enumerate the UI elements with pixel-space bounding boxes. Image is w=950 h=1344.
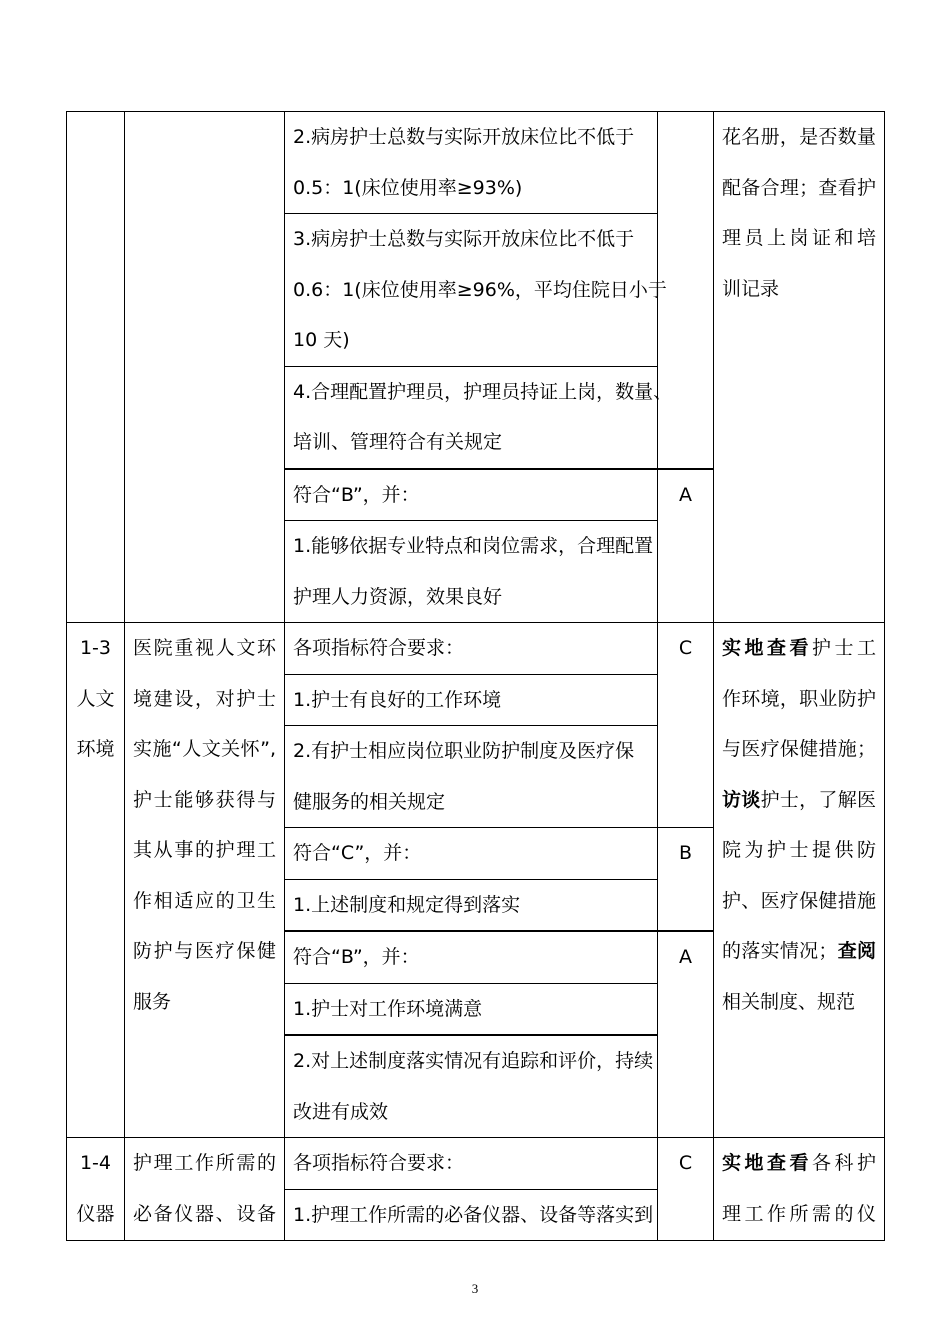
grade-c: C xyxy=(658,623,714,828)
item-code-1-3: 1-3 人文 环境 xyxy=(67,623,125,1138)
grade-c: C xyxy=(658,1138,714,1241)
requirement-item: 1.护理工作所需的必备仪器、设备等落实到 xyxy=(285,1189,658,1241)
requirement-header: 符合“B”，并： xyxy=(285,931,658,983)
standards-table xyxy=(66,111,885,1241)
requirement-item: 2.有护士相应岗位职业防护制度及医疗保 健服务的相关规定 xyxy=(285,726,658,828)
requirement-item: 1.护士有良好的工作环境 xyxy=(285,674,658,726)
requirement-header: 符合“B”，并： xyxy=(285,469,658,521)
requirement-header: 符合“C”，并： xyxy=(285,828,658,880)
continued-description-cell xyxy=(125,112,285,623)
requirement-header: 各项指标符合要求： xyxy=(285,1138,658,1190)
item-description-1-4: 护理工作所需的 必备仪器、设备 xyxy=(125,1138,285,1241)
requirement-item: 2.病房护士总数与实际开放床位比不低于 0.5：1(床位使用率≥93%) xyxy=(285,112,658,214)
requirement-item: 1.能够依据专业特点和岗位需求，合理配置 护理人力资源，效果良好 xyxy=(285,521,658,623)
item-description-1-3: 医院重视人文环 境建设，对护士 实施“人文关怀”, 护士能够获得与 其从事的护理工 作相适应的卫生 防护与医疗保健 服务 xyxy=(125,623,285,1138)
grade-a: A xyxy=(658,469,714,623)
item-code-1-4: 1-4 仪器 xyxy=(67,1138,125,1241)
grade-b: B xyxy=(658,828,714,932)
requirement-item: 2.对上述制度落实情况有追踪和评价，持续 改进有成效 xyxy=(285,1035,658,1138)
grade-a: A xyxy=(658,931,714,1138)
requirement-item: 1.上述制度和规定得到落实 xyxy=(285,879,658,931)
assessment-method-1-3: 实地查看护士工 作环境，职业防护 与医疗保健措施； 访谈护士，了解医 院为护士提供防 护、医疗保健措施 的落实情况；查阅 相关制度、规范 xyxy=(714,623,885,1138)
requirement-item: 1.护士对工作环境满意 xyxy=(285,983,658,1035)
assessment-method-1-4: 实地查看各科护 理工作所需的仪 xyxy=(714,1138,885,1241)
requirement-item: 4.合理配置护理员，护理员持证上岗，数量、 培训、管理符合有关规定 xyxy=(285,366,658,469)
page-number: 3 xyxy=(471,1281,479,1296)
assessment-method: 花名册，是否数量 配备合理；查看护 理员上岗证和培 训记录 xyxy=(714,112,885,623)
requirement-item: 3.病房护士总数与实际开放床位比不低于 0.6：1(床位使用率≥96%，平均住院日小于 10 天) xyxy=(285,214,658,367)
continued-code-cell xyxy=(67,112,125,623)
requirement-header: 各项指标符合要求： xyxy=(285,623,658,675)
